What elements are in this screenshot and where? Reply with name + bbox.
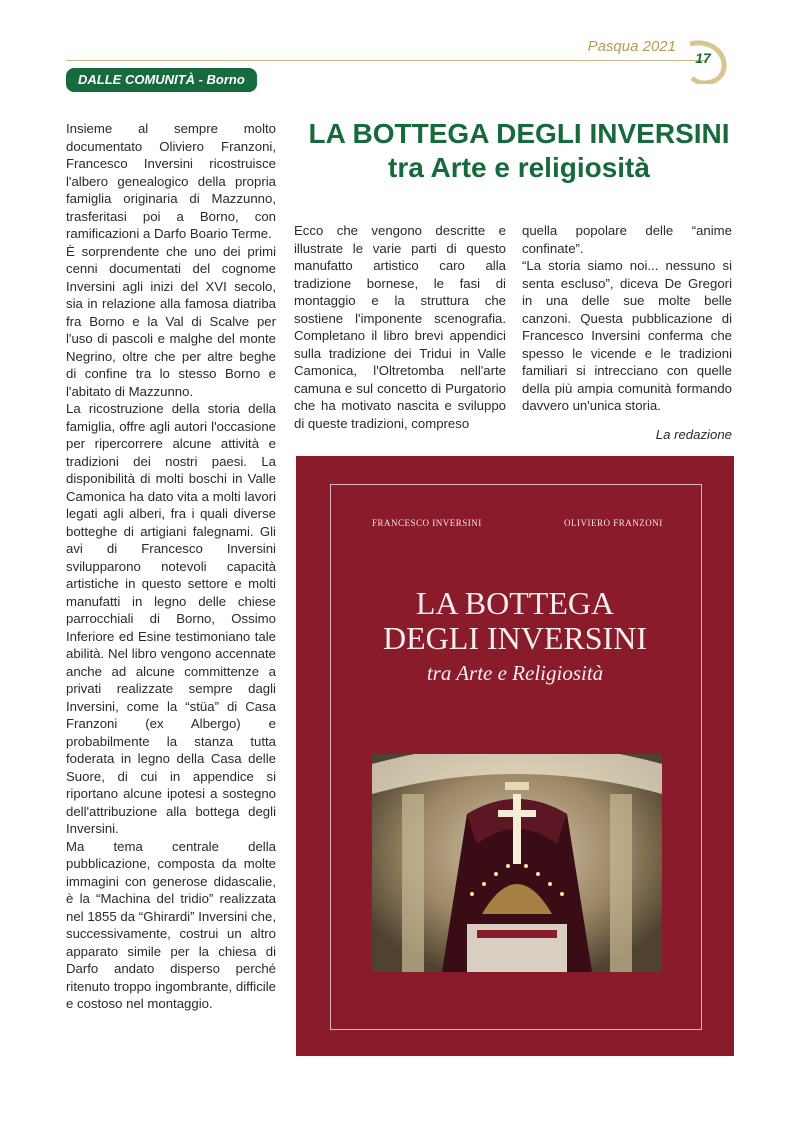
cover-author-2: OLIVIERO FRANZONI — [564, 518, 663, 528]
paragraph: quella popolare delle “anime confinate”. — [522, 223, 732, 256]
article-title-main: LA BOTTEGA DEGLI INVERSINI — [308, 118, 730, 149]
cover-title-line-2: DEGLI INVERSINI — [383, 620, 647, 656]
paragraph: Ma tema centrale della pubblicazione, composta da molte immagini con generose didascalie, è la “Machina del tridio” realizzata nel 1855 da “Ghirardi” Inversini che, successivamente, costrui un altro apparato simile per la chiesa di Darfo andato disperso perché ritenuto troppo ingombrante, difficile e costoso nel montaggio. — [66, 838, 276, 1011]
cover-title-line-1: LA BOTTEGA — [415, 585, 615, 621]
signature: La redazione — [655, 427, 732, 442]
paragraph: Ecco che vengono descritte e illustrate le varie parti di questo manufatto artistico caro alla tradizione bornese, le fasi di montaggio e la struttura che sostiene l'imponente scenografia. Completano il libro brevi appendici sulla tradizione dei Tridui in Valle Camonica, l'Oltretomba nell'arte camuna e sul concetto di Purgatorio che ha motivato nascita e sviluppo di queste tradizioni, compreso — [294, 223, 506, 431]
paragraph: È sorprendente che uno dei primi cenni documentati del cognome Inversini agli inizi del XVI secolo, sia in relazione alla famosa diatriba fra Borno e la Val di Scalve per l'uso di pascoli e malghe del monte Negrino, oltre che per altre beghe di confine tra lo stesso Borno e l'abitato di Mazzunno. — [66, 243, 276, 399]
article-title-sub: tra Arte e religiosità — [388, 152, 650, 183]
cover-author-1: FRANCESCO INVERSINI — [372, 518, 482, 528]
altar-photo — [372, 754, 662, 972]
column-1 — [66, 120, 276, 1013]
article-title — [290, 118, 748, 186]
cover-subtitle: tra Arte e Religiosità — [426, 661, 604, 685]
section-tag: DALLE COMUNITÀ - Borno — [66, 68, 257, 92]
header-rule — [66, 60, 706, 61]
column-2 — [294, 222, 506, 432]
book-cover-image — [296, 456, 734, 1056]
paragraph: Insieme al sempre molto documentato Oliviero Franzoni, Francesco Inversini ricostruisce l'albero genealogico della propria famiglia originaria di Mazzunno, trasferitasi poi a Borno, con ramificazioni a Darfo Boario Terme. — [66, 121, 276, 241]
issue-label: Pasqua 2021 — [587, 38, 676, 55]
column-3 — [522, 222, 732, 415]
page-number: 17 — [695, 50, 711, 66]
paragraph: “La storia siamo noi... nessuno si senta escluso”, diceva De Gregori in una delle sue molte belle canzoni. Questa pubblicazione di Francesco Inversini conferma che spesso le vicende e le tradizioni familiari si intrecciano con quelle della più ampia comunità formando davvero un'unica storia. — [522, 258, 732, 413]
paragraph: La ricostruzione della storia della famiglia, offre agli autori l'occasione per ripercorrere alcune attività e tradizioni dei nostri paesi. La disponibilità di molti boschi in Valle Camonica ha dato vita a molti lavori legati agli alberi, fra i quali diverse botteghe di artigiani falegnami. Gli avi di Francesco Inversini svilupparono notevoli capacità artistiche in questo settore e molti manufatti in legno delle chiese parrocchiali di Borno, Ossimo Inferiore ed Esine testimoniano tale abilità. Nel libro vengono accennate anche ad alcune committenze a privati realizzate sempre dagli Inversini, come la “stüa” di Casa Franzoni (ex Albergo) e probabilmente la stanza tutta foderata in legno della Casa delle Suore, di cui in appendice si riportano alcune ipotesi a sostegno dell'attribuzione alla bottega degli Inversini. — [66, 401, 276, 836]
